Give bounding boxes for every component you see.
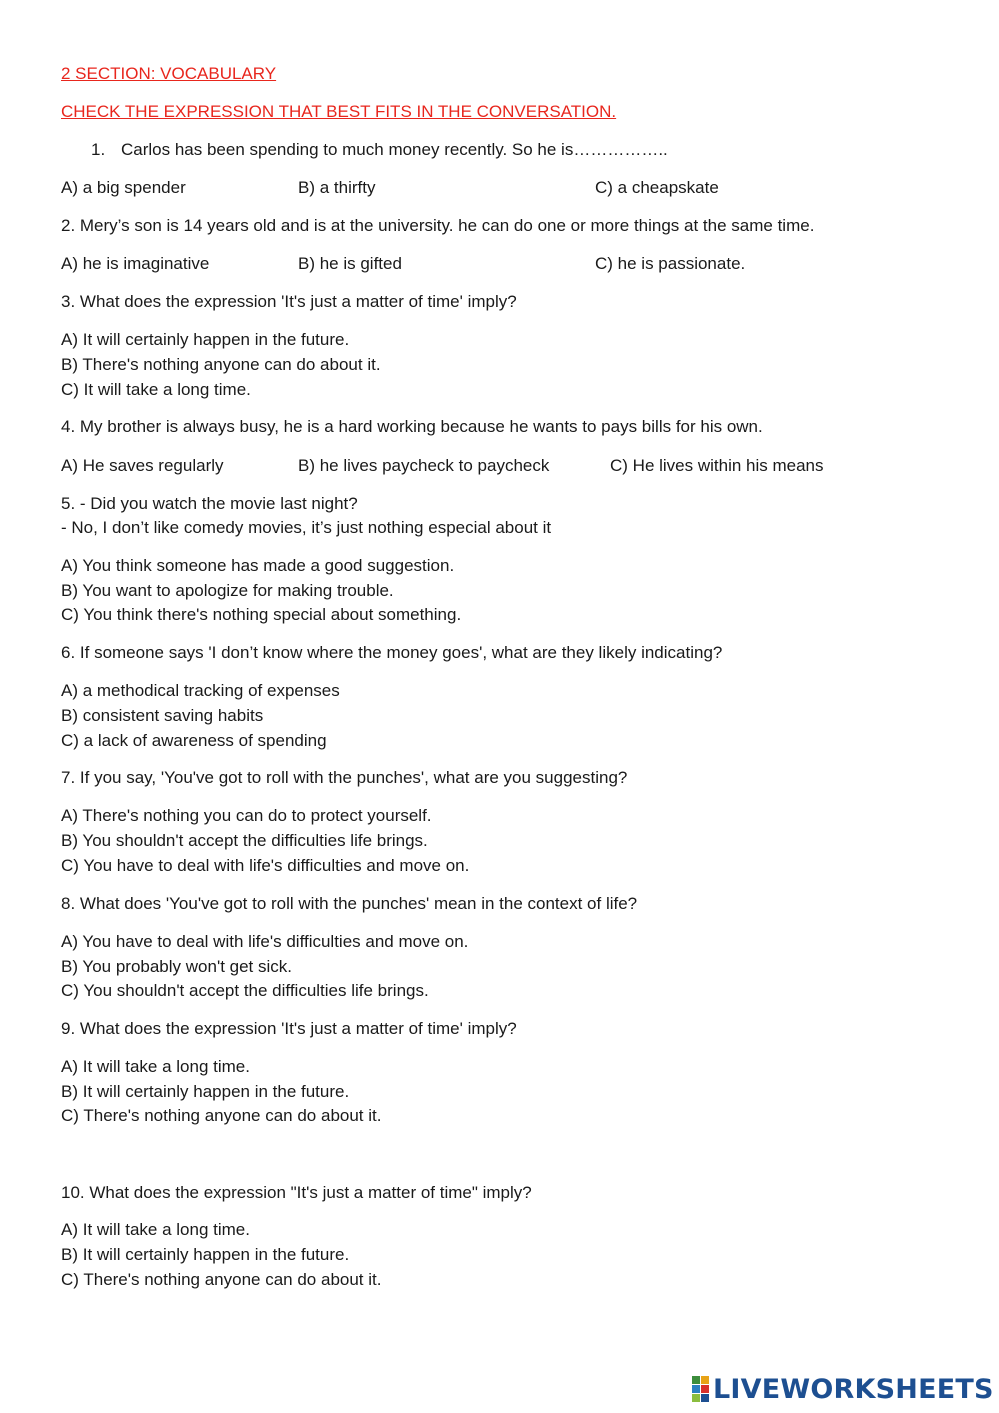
question-6: 6. If someone says 'I don’t know where the money goes', what are they likely indicating? <box>61 643 723 662</box>
q3-option-b[interactable]: B) There's nothing anyone can do about it. <box>61 355 381 374</box>
q5-option-a[interactable]: A) You think someone has made a good suggestion. <box>61 556 455 575</box>
q6-option-a[interactable]: A) a methodical tracking of expenses <box>61 681 340 700</box>
question-8: 8. What does 'You've got to roll with the punches' mean in the context of life? <box>61 894 638 913</box>
q1-option-b[interactable]: B) a thirfty <box>298 178 376 197</box>
q4-option-a[interactable]: A) He saves regularly <box>61 456 224 475</box>
q4-option-b[interactable]: B) he lives paycheck to paycheck <box>298 456 550 475</box>
question-10: 10. What does the expression "It's just a matter of time" imply? <box>61 1183 532 1202</box>
q3-option-a[interactable]: A) It will certainly happen in the future. <box>61 330 350 349</box>
section-title: 2 SECTION: VOCABULARY <box>61 64 277 83</box>
question-5: 5. - Did you watch the movie last night? <box>61 494 358 513</box>
logo-blocks-icon <box>692 1376 709 1402</box>
q9-option-a[interactable]: A) It will take a long time. <box>61 1057 250 1076</box>
question-7: 7. If you say, 'You've got to roll with the punches', what are you suggesting? <box>61 768 628 787</box>
instruction-text: CHECK THE EXPRESSION THAT BEST FITS IN THE CONVERSATION. <box>61 102 617 121</box>
logo-text: LIVEWORKSHEETS <box>713 1373 994 1405</box>
q3-option-c[interactable]: C) It will take a long time. <box>61 380 251 399</box>
question-4: 4. My brother is always busy, he is a hard working because he wants to pays bills for his own. <box>61 417 763 436</box>
q10-option-a[interactable]: A) It will take a long time. <box>61 1220 250 1239</box>
q9-option-b[interactable]: B) It will certainly happen in the future. <box>61 1082 350 1101</box>
liveworksheets-logo <box>692 1374 994 1404</box>
q2-option-c[interactable]: C) he is passionate. <box>595 254 746 273</box>
q5-option-c[interactable]: C) You think there's nothing special about something. <box>61 605 462 624</box>
q6-option-c[interactable]: C) a lack of awareness of spending <box>61 731 327 750</box>
question-1-text: Carlos has been spending to much money recently. So he is…………….. <box>121 140 668 159</box>
q7-option-b[interactable]: B) You shouldn't accept the difficulties life brings. <box>61 831 428 850</box>
q8-option-a[interactable]: A) You have to deal with life's difficulties and move on. <box>61 932 469 951</box>
question-3: 3. What does the expression 'It's just a matter of time' imply? <box>61 292 517 311</box>
q8-option-b[interactable]: B) You probably won't get sick. <box>61 957 292 976</box>
q2-option-a[interactable]: A) he is imaginative <box>61 254 210 273</box>
q9-option-c[interactable]: C) There's nothing anyone can do about it. <box>61 1106 382 1125</box>
q10-option-c[interactable]: C) There's nothing anyone can do about it. <box>61 1270 382 1289</box>
question-5-reply: - No, I don’t like comedy movies, it’s just nothing especial about it <box>61 518 552 537</box>
q2-option-b[interactable]: B) he is gifted <box>298 254 402 273</box>
question-1-number: 1. <box>91 140 106 159</box>
question-2: 2. Mery’s son is 14 years old and is at the university. he can do one or more things at the same time. <box>61 216 815 235</box>
q7-option-c[interactable]: C) You have to deal with life's difficulties and move on. <box>61 856 470 875</box>
q1-option-a[interactable]: A) a big spender <box>61 178 186 197</box>
q10-option-b[interactable]: B) It will certainly happen in the future. <box>61 1245 350 1264</box>
question-9: 9. What does the expression 'It's just a matter of time' imply? <box>61 1019 517 1038</box>
q1-option-c[interactable]: C) a cheapskate <box>595 178 719 197</box>
q7-option-a[interactable]: A) There's nothing you can do to protect yourself. <box>61 806 432 825</box>
question-1 <box>91 140 668 160</box>
q8-option-c[interactable]: C) You shouldn't accept the difficulties life brings. <box>61 981 429 1000</box>
q5-option-b[interactable]: B) You want to apologize for making trouble. <box>61 581 394 600</box>
q4-option-c[interactable]: C) He lives within his means <box>610 456 824 475</box>
q6-option-b[interactable]: B) consistent saving habits <box>61 706 264 725</box>
